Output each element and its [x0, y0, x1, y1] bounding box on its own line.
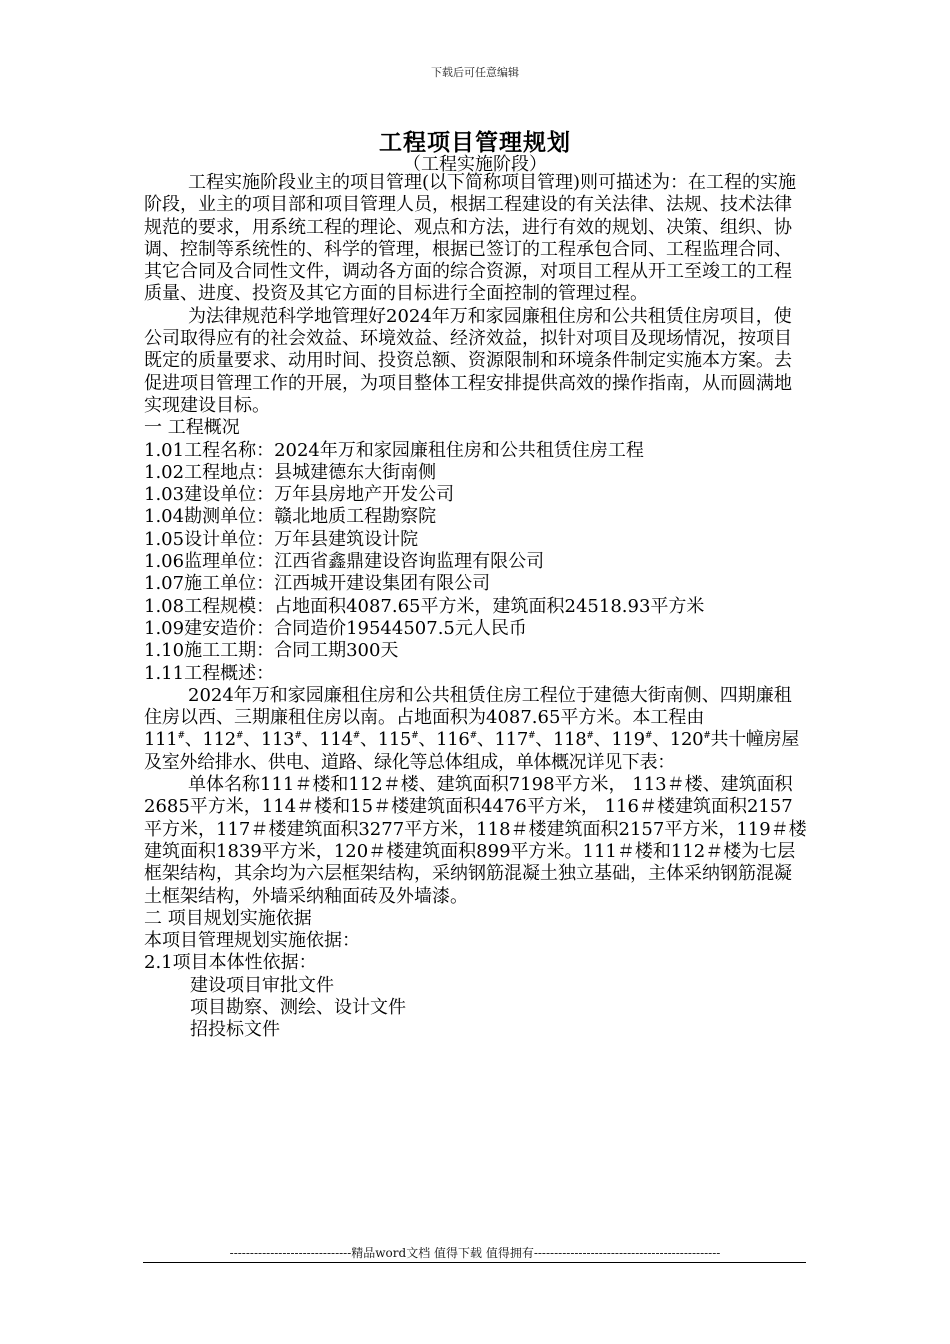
- building-number: 112: [202, 729, 236, 751]
- building-mark: #: [294, 731, 302, 742]
- building-number: 116: [436, 729, 470, 751]
- overview-paragraph: [144, 685, 809, 730]
- building-number: 119: [611, 729, 645, 751]
- info-item: 1.01工程名称：2024年万和家园廉租住房和公共租赁住房工程: [144, 439, 644, 461]
- info-item: 1.11工程概述：: [144, 662, 275, 684]
- building-detail-paragraph: 单体名称111＃楼和112＃楼、建筑面积7198平方米， 113＃楼、建筑面积2685平方米，114＃楼和15＃楼建筑面积4476平方米， 116＃楼建筑面积2157平方米，117＃楼建筑面积3277平方米，118＃楼建筑面积2157平方米，119＃楼建筑面积1839平方米，120＃楼建筑面积899平方米。111＃楼和112＃楼为七层框架结构，其余均为六层框架结构，采纳钢筋混凝土独立基础，主体采纳钢筋混凝土框架结构，外墙采纳釉面砖及外墙漆。: [144, 774, 807, 907]
- basis-item: 项目勘察、测绘、设计文件: [190, 996, 406, 1018]
- basis-item: 建设项目审批文件: [190, 974, 334, 996]
- building-separator: 、: [418, 729, 437, 751]
- building-mark: #: [703, 731, 711, 742]
- building-mark: #: [411, 731, 419, 742]
- building-separator: 、: [652, 729, 670, 751]
- building-separator: 、: [593, 729, 612, 751]
- building-separator: 、: [359, 729, 378, 751]
- info-item: 1.07施工单位：江西城开建设集团有限公司: [144, 573, 491, 595]
- basis-item: 招投标文件: [190, 1019, 280, 1041]
- info-item: 1.10施工工期：合同工期300天: [144, 640, 399, 662]
- document-title: 工程项目管理规划: [379, 130, 571, 156]
- info-item: 1.02工程地点：县城建德东大街南侧: [144, 461, 437, 483]
- building-number: 117: [494, 729, 528, 751]
- building-number: 111: [144, 729, 178, 751]
- building-list: [144, 729, 711, 750]
- intro-paragraph-1: 工程实施阶段业主的项目管理(以下简称项目管理)则可描述为：在工程的实施阶段，业主的项目部和项目管理人员，根据工程建设的有关法律、法规、技术法律规范的要求，用系统工程的理论、观点和方法，进行有效的规划、决策、组织、协调、控制等系统性的、科学的管理，根据已签订的工程承包合同、工程监理合同、其它合同及合同性文件，调动各方面的综合资源，对项目工程从开工至竣工的工程质量、进度、投资及其它方面的目标进行全面控制的管理过程。: [144, 172, 797, 305]
- building-separator: 、: [243, 729, 261, 751]
- info-item: 1.09建安造价：合同造价19544507.5元人民币: [144, 617, 527, 639]
- building-number: 113: [260, 729, 295, 751]
- document-subtitle: （工程实施阶段）: [403, 154, 547, 175]
- building-number: 114: [319, 729, 353, 751]
- footer-text: ------------------------------精品word文档 值得下载 值得拥有----------------------------------------------: [229, 1246, 721, 1260]
- info-item: 1.04勘测单位：赣北地质工程勘察院: [144, 506, 437, 528]
- info-item: 1.08工程规模：占地面积4087.65平方米，建筑面积24518.93平方米: [144, 595, 705, 617]
- overview-buildings: [144, 729, 809, 774]
- building-mark: #: [586, 731, 594, 742]
- building-separator: 、: [535, 729, 553, 751]
- building-number: 118: [552, 729, 587, 751]
- header-note: 下载后可任意编辑: [431, 66, 519, 79]
- building-number: 115: [377, 729, 412, 751]
- section-2-intro: 本项目管理规划实施依据：: [144, 930, 360, 952]
- section-1-heading: 一 工程概况: [144, 417, 240, 439]
- section-2-heading: 二 项目规划实施依据: [144, 907, 312, 929]
- info-item: 1.06监理单位：江西省鑫鼎建设咨询监理有限公司: [144, 551, 545, 573]
- building-mark: #: [469, 731, 477, 742]
- building-mark: #: [352, 731, 360, 742]
- building-mark: #: [177, 731, 185, 742]
- building-separator: 、: [184, 729, 203, 751]
- building-mark: #: [235, 731, 244, 742]
- building-mark: #: [528, 731, 536, 742]
- building-separator: 、: [301, 729, 320, 751]
- footer-divider: [143, 1262, 806, 1263]
- building-number: 120: [669, 729, 704, 751]
- info-item: 1.03建设单位：万年县房地产开发公司: [144, 484, 455, 506]
- section-2-1-heading: 2.1项目本体性依据：: [144, 952, 317, 974]
- overview-text-b: 共十幢房屋及室外给排水、供电、道路、绿化等总体组成，单体概况详见下表：: [144, 729, 800, 773]
- building-separator: 、: [476, 729, 495, 751]
- document-body: [144, 172, 809, 1042]
- info-item: 1.05设计单位：万年县建筑设计院: [144, 528, 419, 550]
- overview-text-a: 2024年万和家园廉租住房和公共租赁住房工程位于建德大街南侧、四期廉租住房以西、三期廉租住房以南。占地面积为4087.65平方米。本工程由: [144, 684, 792, 729]
- building-mark: #: [644, 731, 653, 742]
- intro-paragraph-2: 为法律规范科学地管理好2024年万和家园廉租住房和公共租赁住房项目，使公司取得应有的社会效益、环境效益、经济效益，拟针对项目及现场情况，按项目既定的质量要求、动用时间、投资总额、资源限制和环境条件制定实施本方案。去促进项目管理工作的开展，为项目整体工程安排提供高效的操作指南，从而圆满地实现建设目标。: [144, 305, 792, 416]
